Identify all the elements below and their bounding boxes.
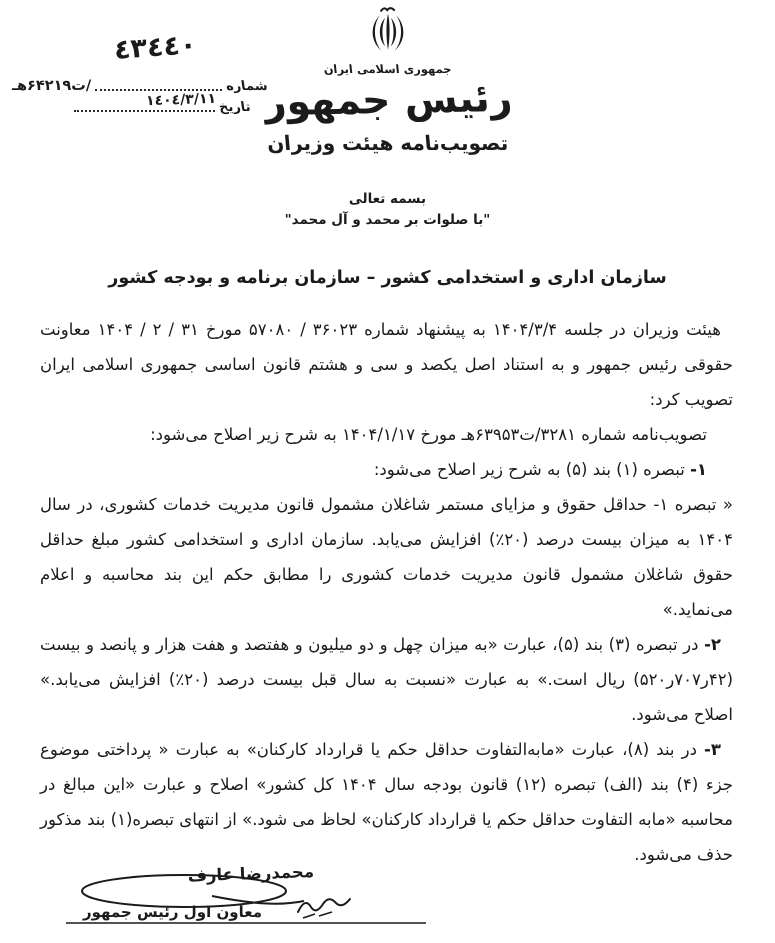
signature-block: [52, 846, 434, 943]
decree-item-2: [40, 627, 733, 732]
paragraph-text: در تبصره (۳) بند (۵)، عبارت «به میزان چهل و دو میلیون و هفتصد و هفت هزار و پانصد و بیست (۴۲ر۷۰۷ر۵۲۰) ریال است.» به عبارت «نسبت به سال قبل بیست درصد (۲۰٪) افزایش می‌یابد.» اصلاح می‌شود.: [40, 635, 733, 724]
item-number-prefix: ۲-: [704, 635, 721, 654]
printed-ref-suffix: /ت۶۴۲۱۹هـ: [12, 78, 92, 94]
salawat-line: "با صلوات بر محمد و آل محمد": [284, 212, 491, 228]
handwritten-date: ١٤٠٤/٣/١١: [145, 90, 217, 110]
decree-body: [40, 312, 733, 872]
paragraph-text: تصویب‌نامه شماره ۳۲۸۱/ت۶۳۹۵۳هـ مورخ ۱۴۰۴/۱/۱۷ به شرح زیر اصلاح می‌شود:: [150, 425, 707, 444]
addressee-line: سازمان اداری و استخدامی کشور – سازمان برنامه و بودجه کشور: [108, 268, 667, 288]
country-name: جمهوری اسلامی ایران: [322, 62, 453, 76]
letterhead: [0, 4, 775, 155]
decree-paragraph: [40, 417, 733, 452]
invocation: [0, 189, 775, 231]
decree-item-1: [40, 452, 733, 487]
paragraph-text: تبصره (۱) بند (۵) به شرح زیر اصلاح می‌شود:: [373, 460, 685, 479]
paragraph-text: « تبصره ۱- حداقل حقوق و مزایای مستمر شاغلان مشمول قانون مدیریت خدمات کشوری، در سال ۱۴۰۴ به میزان بیست درصد (۲۰٪) افزایش می‌یابد. سازمان اداری و استخدامی کشور مبلغ حداقل حقوق شاغلان مشمول قانون مدیریت خدمات کشوری را مطابق حکم این بند محاسبه و اعلام می‌نماید.»: [40, 495, 733, 619]
besmele-line: بسمه تعالی: [348, 191, 427, 207]
signatory-title: معاون اول رئیس جمهور: [82, 903, 262, 921]
decree-paragraph: [40, 312, 733, 417]
signature-scribble-icon: [52, 846, 434, 943]
office-title: رئیس جمهور: [260, 75, 515, 126]
paragraph-text: در بند (۸)، عبارت «مابه‌التفاوت حداقل حکم یا قرارداد کارکنان» به عبارت « پرداختی موضوع جزء (۴) بند (الف) تبصره (۱۲) قانون بودجه سال ۱۴۰۴ کل کشور» اصلاح و عبارت «این مبالغ در محاسبه «مابه التفاوت حداقل حکم یا قرارداد کارکنان» لحاظ می شود.» از انتهای تبصره(۱) بند مذکور حذف می‌شود.: [40, 740, 734, 864]
date-label: تاریخ: [217, 100, 252, 115]
item-number-prefix: ۱-: [690, 460, 707, 479]
signatory-name: محمدرضا عارف: [187, 861, 315, 886]
handwritten-letter-number: ٤٣٤٤٠: [112, 29, 197, 66]
item-number-prefix: ۳-: [704, 740, 721, 759]
number-label: شماره: [225, 79, 270, 94]
paragraph-text: هیئت وزیران در جلسه ۱۴۰۴/۳/۴ به پیشنهاد شماره ۳۶۰۲۳ / ۵۷۰۸۰ مورخ ۳۱ / ۲ / ۱۴۰۴ معاونت حقوقی رئیس جمهور و به استناد اصل یکصد و سی و هشتم قانون اساسی جمهوری اسلامی ایران تصویب کرد:: [40, 320, 733, 409]
decree-quoted-clause: [40, 487, 733, 627]
document-type: تصویب‌نامه هیئت وزیران: [265, 131, 510, 155]
iran-emblem-icon: [365, 4, 411, 56]
